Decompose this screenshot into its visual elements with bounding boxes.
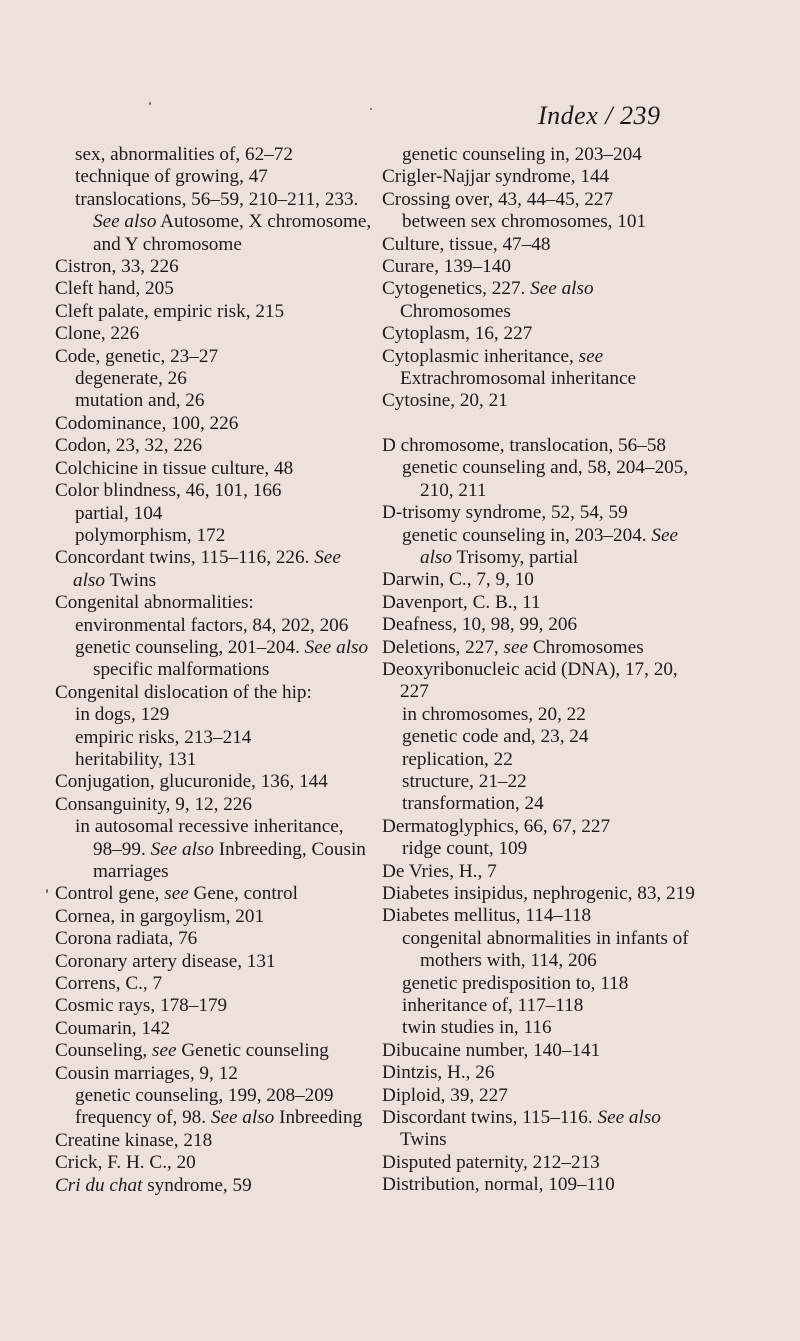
entry-text: Cistron, 33, 226 — [55, 256, 179, 278]
index-entry — [55, 346, 375, 368]
entry-text: syndrome, 59 — [142, 1174, 252, 1196]
index-entry — [55, 301, 375, 323]
entry-text: genetic counseling, 201–204. — [75, 636, 305, 658]
index-subentry — [55, 749, 375, 771]
entry-text-italic: Cri du chat — [55, 1174, 143, 1196]
index-subentry — [55, 390, 375, 412]
entry-text: empiric risks, 213–214 — [75, 726, 252, 748]
index-subentry — [382, 973, 702, 995]
entry-text: Gene, control — [188, 883, 298, 905]
entry-text: D-trisomy syndrome, 52, 54, 59 — [382, 502, 628, 524]
entry-text: Cleft palate, empiric risk, 215 — [55, 300, 285, 322]
index-entry — [55, 1130, 375, 1152]
page-header: Index / 239 — [538, 101, 661, 130]
entry-text: Creatine kinase, 218 — [55, 1129, 213, 1151]
entry-text: Distribution, normal, 109–110 — [382, 1174, 615, 1196]
index-subentry — [382, 144, 702, 166]
entry-text: Dermatoglyphics, 66, 67, 227 — [382, 815, 611, 837]
entry-text: Congenital abnormalities: — [55, 592, 254, 614]
entry-text-italic: see — [578, 345, 604, 367]
entry-text: Deafness, 10, 98, 99, 206 — [382, 614, 578, 636]
index-entry — [382, 1040, 702, 1062]
index-subentry — [382, 704, 702, 726]
entry-text: Cleft hand, 205 — [55, 278, 174, 300]
entry-text: mutation and, 26 — [75, 390, 205, 412]
scan-speck — [149, 102, 151, 105]
index-entry — [55, 906, 375, 928]
entry-text: Twins — [400, 1129, 447, 1151]
index-entry — [382, 637, 702, 659]
index-subentry — [55, 525, 375, 547]
index-entry — [55, 883, 375, 905]
index-entry — [382, 569, 702, 591]
scan-speck — [46, 889, 48, 893]
index-entry — [55, 256, 375, 278]
index-subentry — [55, 637, 375, 682]
entry-text: Inbreeding, Cousin marriages — [93, 838, 366, 882]
entry-text: sex, abnormalities of, 62–72 — [75, 144, 293, 165]
index-entry — [55, 592, 375, 614]
entry-text: degenerate, 26 — [75, 368, 187, 390]
entry-text: Cousin marriages, 9, 12 — [55, 1062, 238, 1084]
entry-text: Crossing over, 43, 44–45, 227 — [382, 188, 614, 210]
entry-text: De Vries, H., 7 — [382, 860, 497, 882]
index-entry — [55, 1063, 375, 1085]
entry-text: genetic counseling, 199, 208–209 — [75, 1085, 334, 1107]
index-subentry — [382, 211, 702, 233]
index-entry — [382, 346, 702, 391]
entry-text: Consanguinity, 9, 12, 226 — [55, 793, 253, 815]
entry-text-italic: See also — [73, 547, 341, 591]
index-subentry — [382, 457, 702, 502]
entry-text: Control gene, — [55, 883, 165, 905]
entry-text: Crigler-Najjar syndrome, 144 — [382, 166, 610, 188]
index-entry — [382, 502, 702, 524]
index-subentry — [55, 615, 375, 637]
entry-text: genetic counseling in, 203–204 — [402, 144, 642, 165]
entry-text: ridge count, 109 — [402, 838, 528, 860]
index-entry — [382, 1152, 702, 1174]
index-entry — [55, 435, 375, 457]
entry-text: Disputed paternity, 212–213 — [382, 1151, 600, 1173]
entry-text: Curare, 139–140 — [382, 256, 511, 278]
entry-text: Color blindness, 46, 101, 166 — [55, 480, 282, 502]
entry-text: genetic predisposition to, 118 — [402, 972, 629, 994]
entry-text: genetic counseling in, 203–204. — [402, 524, 652, 546]
entry-text-italic: See also — [304, 636, 369, 658]
index-subentry — [55, 166, 375, 188]
entry-text: Darwin, C., 7, 9, 10 — [382, 569, 534, 591]
index-column-right — [382, 144, 702, 1197]
entry-text: Codon, 23, 32, 226 — [55, 435, 203, 457]
entry-text: Crick, F. H. C., 20 — [55, 1152, 196, 1174]
entry-text: Concordant twins, 115–116, 226. — [55, 547, 315, 569]
entry-text: Culture, tissue, 47–48 — [382, 233, 551, 255]
entry-text: Dintzis, H., 26 — [382, 1062, 495, 1084]
entry-text: congenital abnormalities in infants of mothers with, 114, 206 — [402, 927, 689, 972]
entry-text: inheritance of, 117–118 — [402, 995, 584, 1017]
index-subentry — [382, 726, 702, 748]
index-entry — [55, 413, 375, 435]
index-entry — [55, 973, 375, 995]
index-entry — [55, 1018, 375, 1040]
entry-text: translocations, 56–59, 210–211, 233. — [75, 188, 359, 210]
entry-text: Cytogenetics, 227. — [382, 278, 531, 300]
entry-text: transformation, 24 — [402, 793, 544, 815]
entry-text: Conjugation, glucuronide, 136, 144 — [55, 771, 328, 793]
entry-text: polymorphism, 172 — [75, 524, 226, 546]
entry-text: Chromosomes — [400, 300, 511, 322]
entry-text: heritability, 131 — [75, 748, 197, 770]
index-column-left — [55, 144, 375, 1197]
index-subentry — [382, 838, 702, 860]
entry-text: Coronary artery disease, 131 — [55, 950, 276, 972]
entry-text: in chromosomes, 20, 22 — [402, 703, 586, 725]
entry-text: Cytoplasm, 16, 227 — [382, 323, 533, 345]
entry-text-italic: See also — [93, 211, 157, 233]
index-subentry — [55, 144, 375, 166]
index-entry — [382, 816, 702, 838]
entry-text: D chromosome, translocation, 56–58 — [382, 434, 667, 456]
entry-text: Code, genetic, 23–27 — [55, 345, 219, 367]
index-entry — [382, 861, 702, 883]
entry-text: Cytoplasmic inheritance, — [382, 345, 579, 367]
entry-text: Discordant twins, 115–116. — [382, 1107, 598, 1129]
index-entry — [55, 1040, 375, 1062]
entry-text: Correns, C., 7 — [55, 973, 163, 995]
entry-text: Colchicine in tissue culture, 48 — [55, 457, 294, 479]
entry-text-italic: See also — [150, 838, 214, 860]
index-entry — [382, 905, 702, 927]
entry-text: Deletions, 227, — [382, 636, 504, 658]
index-subentry — [382, 793, 702, 815]
index-entry — [55, 1152, 375, 1174]
index-entry — [382, 390, 702, 412]
entry-text: in autosomal recessive inheritance, 98–99. — [75, 816, 344, 860]
index-entry — [55, 1175, 375, 1197]
index-entry — [382, 166, 702, 188]
entry-text: Congenital dislocation of the hip: — [55, 681, 312, 703]
index-subentry — [55, 189, 375, 256]
entry-text-italic: See also — [530, 278, 594, 300]
index-subentry — [55, 368, 375, 390]
entry-text: Diabetes insipidus, nephrogenic, 83, 219 — [382, 883, 695, 904]
index-subentry — [55, 1085, 375, 1107]
entry-text: Counseling, — [55, 1040, 153, 1062]
entry-text: Cornea, in gargoylism, 201 — [55, 905, 265, 927]
index-subentry — [382, 928, 702, 973]
index-subentry — [55, 1107, 375, 1129]
entry-text: frequency of, 98. — [75, 1107, 211, 1129]
index-entry — [382, 1107, 702, 1152]
entry-text-italic: See also — [420, 524, 679, 568]
index-subentry — [382, 995, 702, 1017]
entry-text: Autosome, X chromosome, and Y chromosome — [93, 211, 372, 255]
entry-text: Chromosomes — [528, 636, 644, 658]
index-entry — [382, 435, 702, 457]
index-entry — [55, 928, 375, 950]
index-subentry — [55, 816, 375, 883]
entry-text: Diabetes mellitus, 114–118 — [382, 905, 592, 927]
entry-text: partial, 104 — [75, 502, 163, 524]
index-entry — [382, 234, 702, 256]
entry-text: Clone, 226 — [55, 323, 140, 345]
entry-text: twin studies in, 116 — [402, 1017, 552, 1039]
entry-text: Dibucaine number, 140–141 — [382, 1039, 601, 1061]
index-subentry — [55, 704, 375, 726]
entry-text: Coumarin, 142 — [55, 1017, 171, 1039]
index-subentry — [55, 727, 375, 749]
index-subentry — [382, 525, 702, 570]
index-entry — [55, 682, 375, 704]
index-entry — [55, 995, 375, 1017]
entry-text: replication, 22 — [402, 748, 513, 770]
entry-text: Genetic counseling — [176, 1040, 329, 1062]
index-entry — [382, 883, 702, 905]
entry-text-italic: see — [503, 636, 529, 658]
index-subentry — [55, 503, 375, 525]
index-entry — [55, 278, 375, 300]
index-subentry — [382, 749, 702, 771]
entry-text: genetic code and, 23, 24 — [402, 726, 589, 748]
index-entry — [382, 323, 702, 345]
index-entry — [382, 592, 702, 614]
index-entry — [55, 771, 375, 793]
entry-text: technique of growing, 47 — [75, 166, 268, 188]
entry-text: between sex chromosomes, 101 — [402, 211, 647, 233]
entry-text: Davenport, C. B., 11 — [382, 591, 541, 613]
index-entry — [382, 614, 702, 636]
entry-text: Trisomy, partial — [452, 546, 579, 568]
index-entry — [382, 189, 702, 211]
entry-text: Deoxyribonucleic acid (DNA), 17, 20, 227 — [382, 658, 678, 703]
entry-text: Extrachromosomal inheritance — [400, 368, 637, 390]
entry-text: structure, 21–22 — [402, 770, 527, 792]
entry-text: Diploid, 39, 227 — [382, 1084, 508, 1106]
entry-text: Codominance, 100, 226 — [55, 412, 239, 434]
entry-text: environmental factors, 84, 202, 206 — [75, 614, 349, 636]
entry-text: Inbreeding — [274, 1107, 363, 1129]
scan-speck — [370, 108, 372, 110]
index-entry — [55, 458, 375, 480]
index-entry — [55, 951, 375, 973]
index-entry — [382, 1174, 702, 1196]
index-entry — [382, 278, 702, 323]
index-subentry — [382, 1017, 702, 1039]
entry-text: specific malformations — [93, 659, 270, 681]
entry-text: Corona radiata, 76 — [55, 928, 198, 950]
entry-text-italic: See also — [210, 1107, 275, 1129]
entry-text: in dogs, 129 — [75, 704, 170, 726]
entry-text-italic: See also — [597, 1107, 661, 1129]
index-entry — [382, 256, 702, 278]
index-entry — [55, 480, 375, 502]
index-subentry — [382, 771, 702, 793]
index-entry — [382, 1085, 702, 1107]
index-entry — [382, 659, 702, 704]
entry-text: Cosmic rays, 178–179 — [55, 995, 228, 1017]
index-entry — [55, 794, 375, 816]
index-entry — [55, 547, 375, 592]
entry-text-italic: see — [152, 1040, 177, 1062]
entry-text: Cytosine, 20, 21 — [382, 390, 508, 412]
index-entry — [382, 1062, 702, 1084]
entry-text-italic: see — [164, 883, 189, 905]
index-entry — [55, 323, 375, 345]
entry-text: Twins — [105, 569, 157, 591]
entry-text: genetic counseling and, 58, 204–205, 210, 211 — [402, 457, 689, 501]
